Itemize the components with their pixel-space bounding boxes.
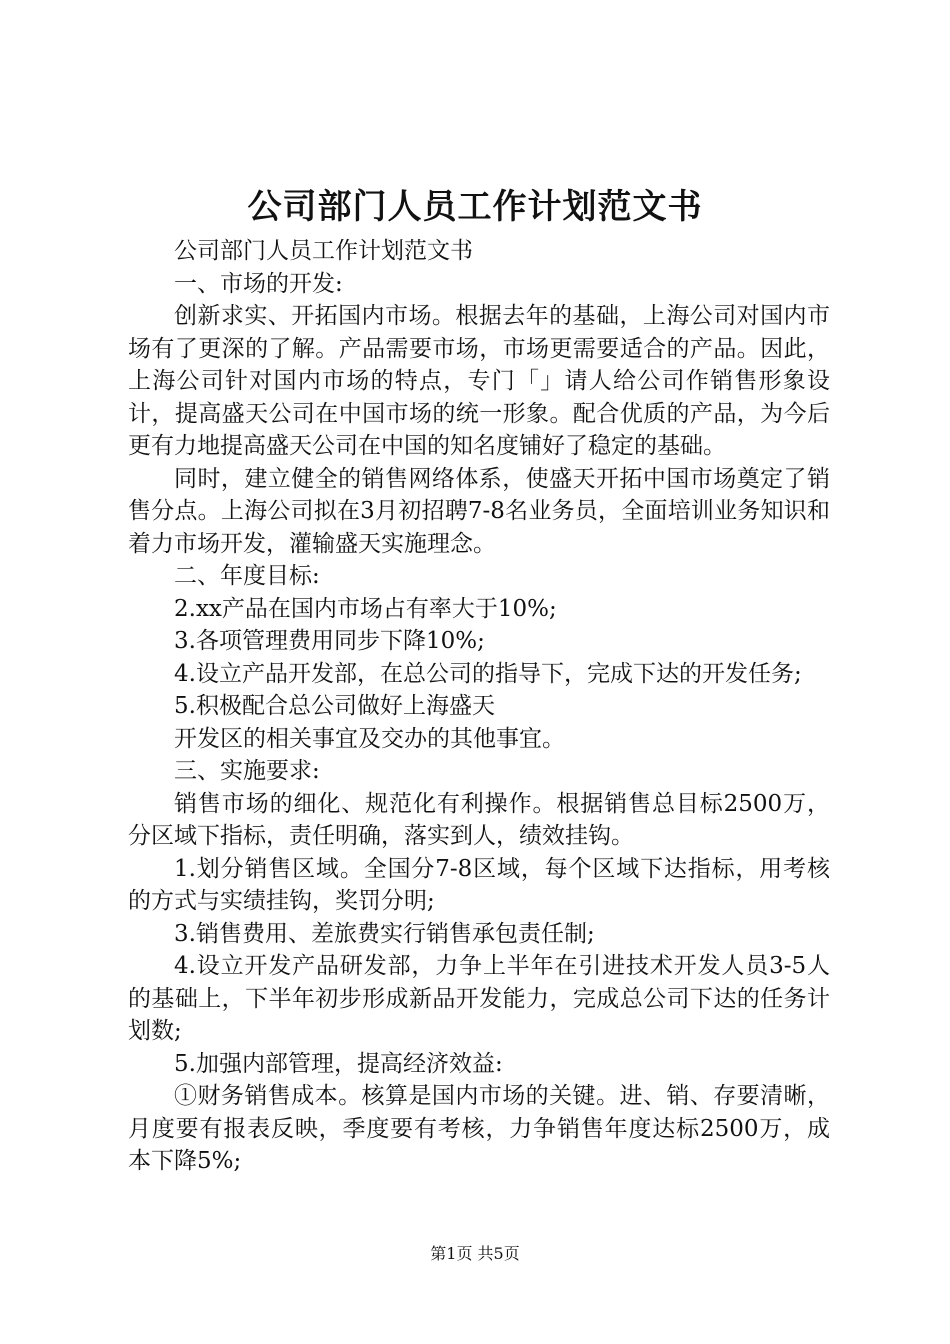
paragraph: 创新求实、开拓国内市场。根据去年的基础，上海公司对国内市场有了更深的了解。产品需要市场，市场更需要适合的产品。因此，上海公司针对国内市场的特点，专门「」请人给公司作销售形象设计，提高盛天公司在中国市场的统一形象。配合优质的产品，为今后更有力地提高盛天公司在中国的知名度铺好了稳定的基础。 xyxy=(128,303,830,459)
list-item: 4.设立产品开发部，在总公司的指导下，完成下达的开发任务; xyxy=(174,660,802,687)
document-body xyxy=(128,235,830,1178)
page-number: 第1页 共5页 xyxy=(430,1244,520,1263)
list-item: 5.加强内部管理，提高经济效益: xyxy=(174,1050,503,1077)
list-item: 5.积极配合总公司做好上海盛天 xyxy=(174,693,495,719)
paragraph: 开发区的相关事宜及交办的其他事宜。 xyxy=(174,725,565,752)
list-item: 3.销售费用、差旅费实行销售承包责任制; xyxy=(174,920,595,947)
list-item: 2.xx产品在国内市场占有率大于10%; xyxy=(174,595,557,622)
list-item: 4.设立开发产品研发部，力争上半年在引进技术开发人员3-5人的基础上，下半年初步形成新品开发能力，完成总公司下达的任务计划数; xyxy=(128,953,830,1044)
section-heading-requirements: 三、实施要求: xyxy=(174,758,320,784)
section-heading-goals: 二、年度目标: xyxy=(174,563,320,589)
section-heading-market: 一、市场的开发: xyxy=(174,270,343,297)
paragraph: 销售市场的细化、规范化有利操作。根据销售总目标2500万，分区域下指标，责任明确，落实到人，绩效挂钩。 xyxy=(128,790,830,849)
list-item: 3.各项管理费用同步下降10%; xyxy=(174,628,485,654)
document-title: 公司部门人员工作计划范文书 xyxy=(247,187,703,227)
list-item: 1.划分销售区域。全国分7-8区域，每个区域下达指标，用考核的方式与实绩挂钩，奖罚分明; xyxy=(128,855,830,914)
list-item: ①财务销售成本。核算是国内市场的关键。进、销、存要清晰，月度要有报表反映，季度要有考核，力争销售年度达标2500万，成本下降5%; xyxy=(128,1083,830,1174)
paragraph: 同时，建立健全的销售网络体系，使盛天开拓中国市场奠定了销售分点。上海公司拟在3月初招聘7-8名业务员，全面培训业务知识和着力市场开发，灌输盛天实施理念。 xyxy=(128,465,830,557)
paragraph-heading-repeat: 公司部门人员工作计划范文书 xyxy=(174,238,473,264)
